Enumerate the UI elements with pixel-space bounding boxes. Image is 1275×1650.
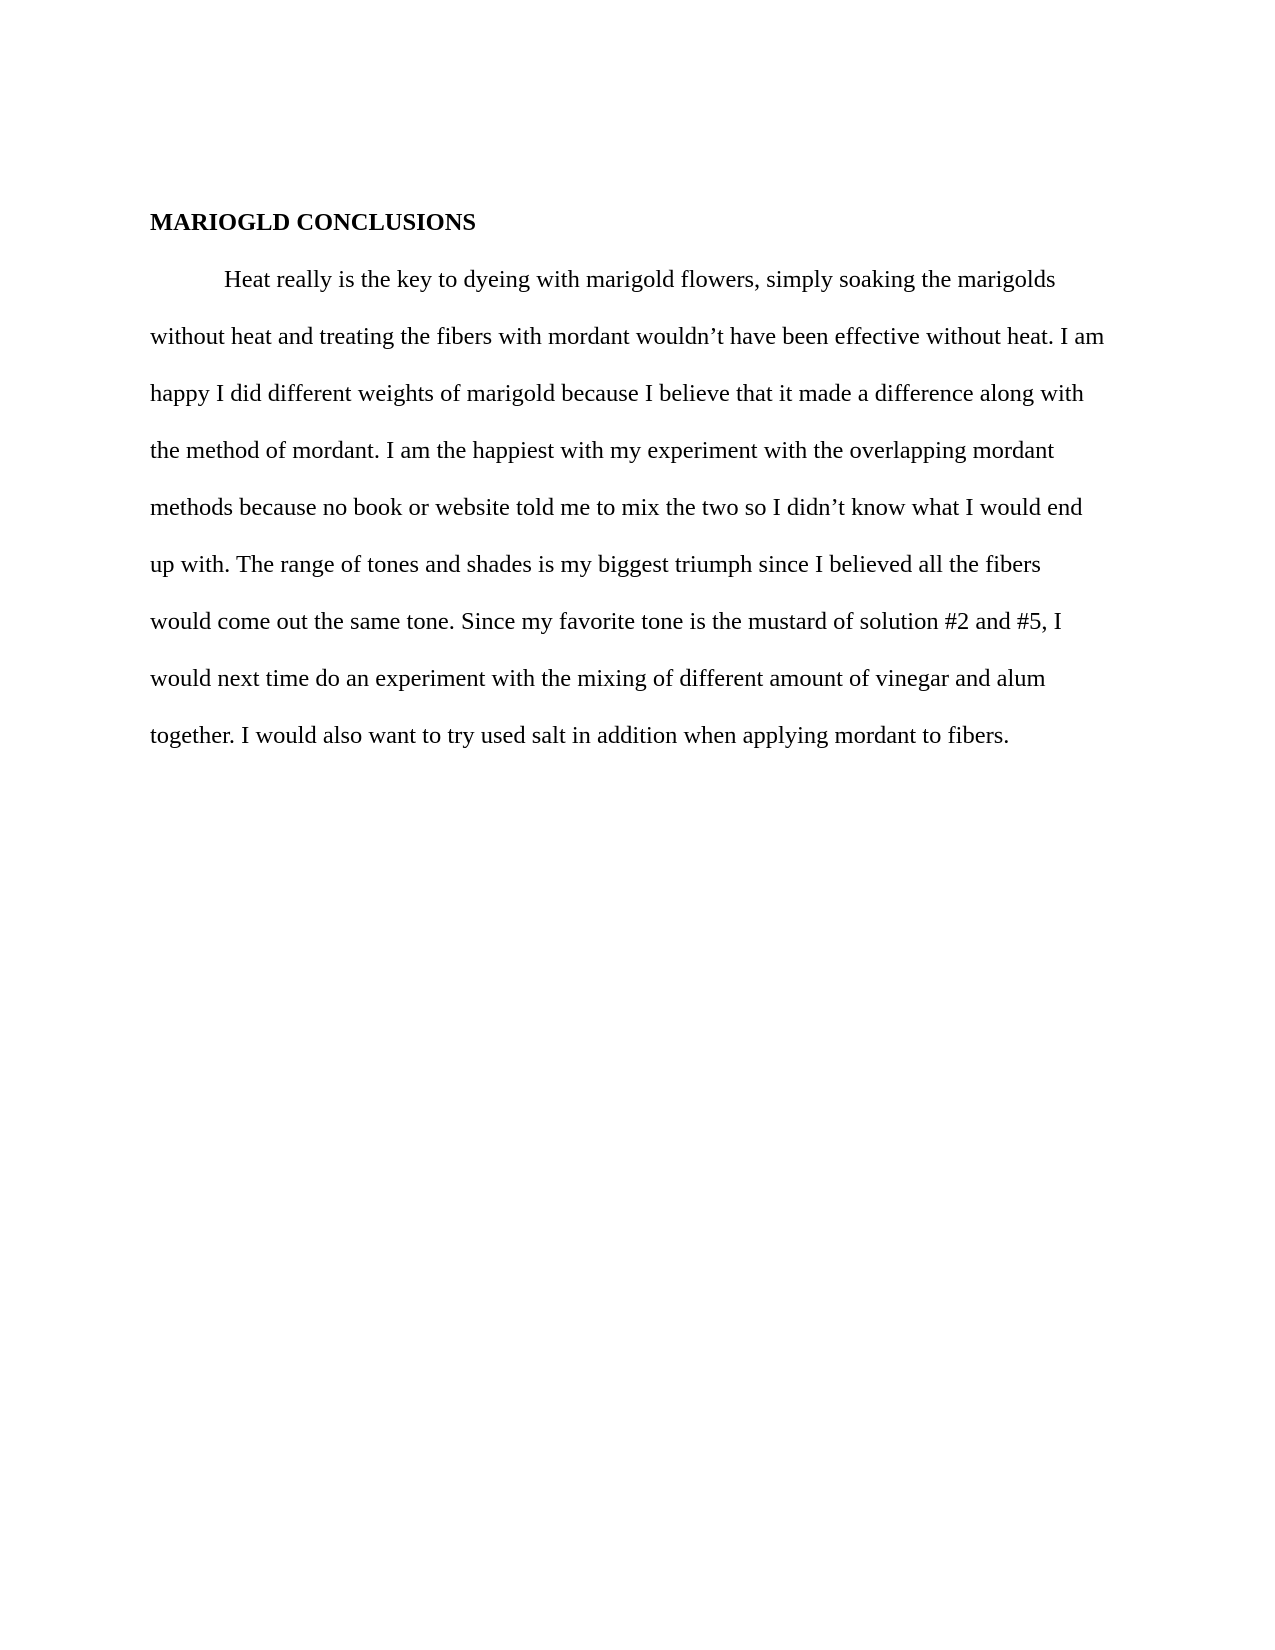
paragraph-line: methods because no book or website told me to mix the two so I didn’t know what I would end	[150, 494, 1083, 521]
section-heading: MARIOGLD CONCLUSIONS	[150, 209, 477, 236]
paragraph-line: would next time do an experiment with the mixing of different amount of vinegar and alum	[150, 665, 1046, 692]
paragraph-line: the method of mordant. I am the happiest with my experiment with the overlapping mordant	[150, 437, 1055, 464]
paragraph-line: would come out the same tone. Since my favorite tone is the mustard of solution #2 and #5, I	[150, 608, 1062, 635]
paragraph-line: together. I would also want to try used salt in addition when applying mordant to fibers.	[150, 722, 1010, 749]
paragraph-line: happy I did different weights of marigold because I believe that it made a difference along with	[150, 380, 1084, 407]
paragraph-line: up with. The range of tones and shades is my biggest triumph since I believed all the fibers	[150, 551, 1041, 578]
paragraph-line: without heat and treating the fibers with mordant wouldn’t have been effective without heat. I am	[150, 323, 1105, 350]
paragraph-line: Heat really is the key to dyeing with marigold flowers, simply soaking the marigolds	[224, 266, 1056, 293]
